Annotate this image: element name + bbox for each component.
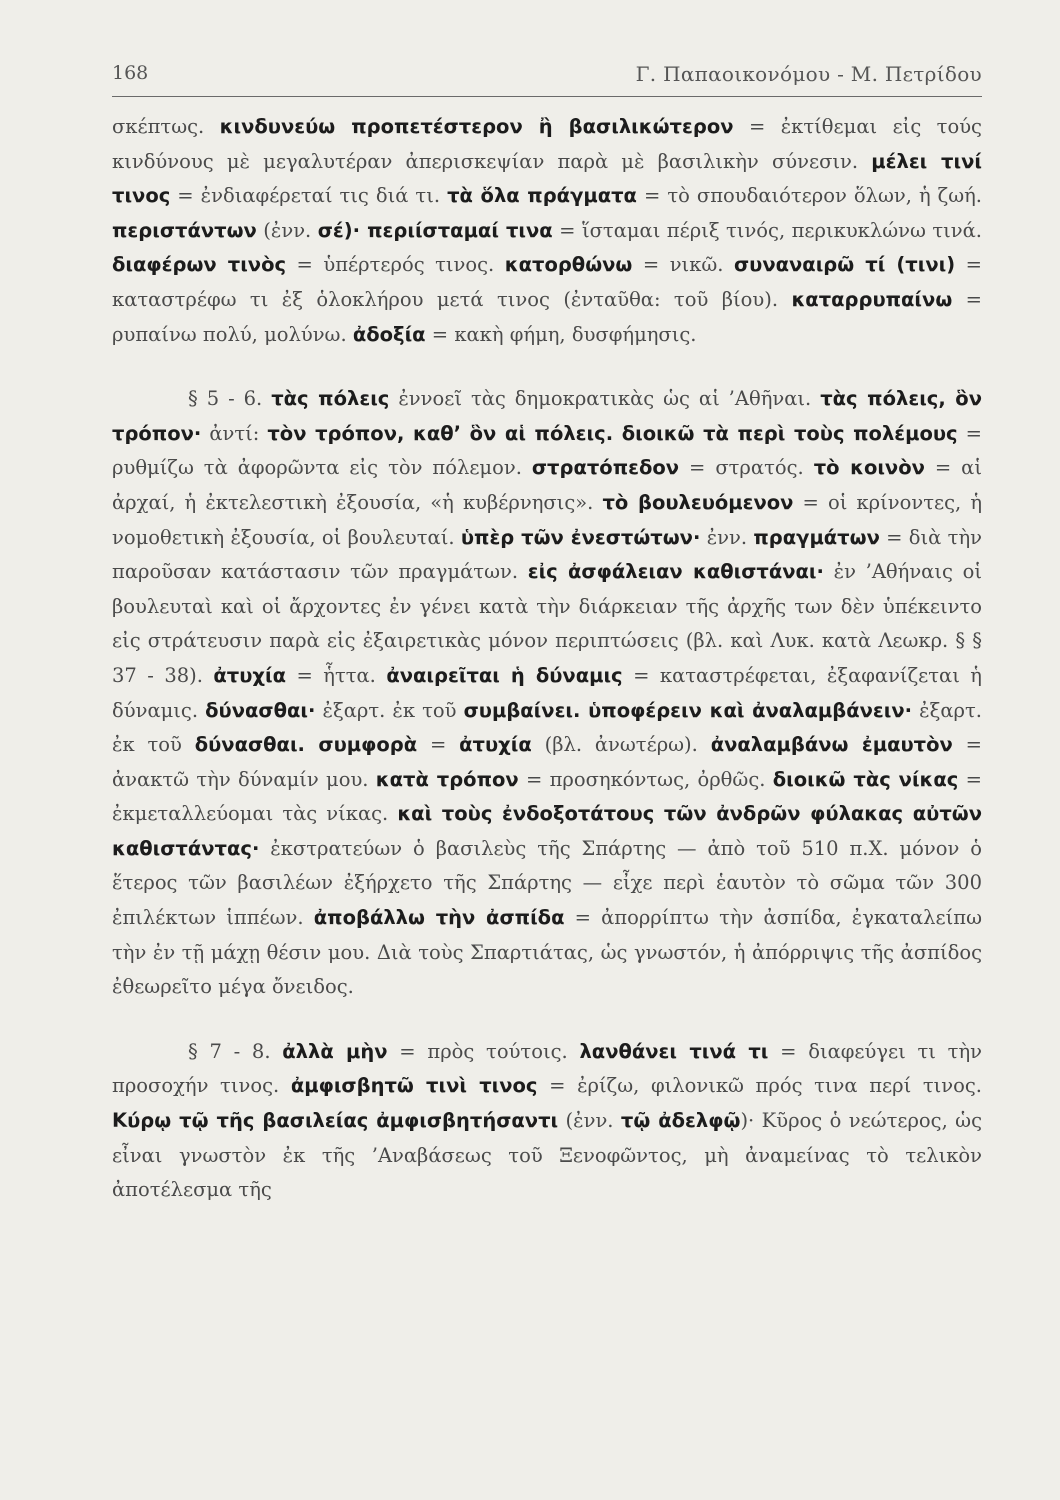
- gloss-text: (βλ. ἀνωτέρω).: [531, 733, 711, 757]
- gloss-text: = στρατός.: [679, 456, 814, 480]
- gloss-text: =: [417, 733, 460, 757]
- lemma-term: δύνασθαι. συμφορὰ: [194, 733, 418, 757]
- lemma-term: σέ)· περιίσταμαί τινα: [317, 218, 553, 242]
- lemma-term: τὰς πόλεις, ὃν τρόπον·: [112, 387, 982, 445]
- lemma-term: πραγμάτων: [753, 525, 880, 549]
- gloss-text: = ὑπέρτερός τινος.: [286, 253, 505, 277]
- gloss-text: = διὰ τὴν παροῦσαν κατάστασιν τῶν πραγμάτων.: [112, 525, 982, 584]
- gloss-text: ἀντί:: [201, 421, 268, 445]
- lemma-term: ἀναιρεῖται ἡ δύναμις: [386, 663, 623, 687]
- commentary-paragraph-2: [112, 382, 982, 1005]
- gloss-text: = ἀπορρίπτω τὴν ἀσπίδα, ἐγκαταλείπω τὴν ἐν τῇ μάχῃ θέσιν μου. Διὰ τοὺς Σπαρτιάτας, ὡς γνωστόν, ἡ ἀπόρριψις τῆς ἀσπίδος ἐθεωρεῖτο μέγα ὄνειδος.: [112, 906, 982, 999]
- lemma-term: λανθάνει τινά τι: [579, 1039, 769, 1063]
- gloss-text: § 7 - 8.: [188, 1039, 283, 1063]
- gloss-text: (ἐνν.: [558, 1109, 621, 1133]
- commentary-paragraph-3: [112, 1035, 982, 1208]
- lemma-term: κατὰ τρόπον: [375, 767, 519, 791]
- gloss-text: ἐννοεῖ τὰς δημοκρατικὰς ὡς αἱ ’Αθῆναι.: [389, 387, 821, 411]
- lemma-term: περιστάντων: [112, 218, 257, 242]
- lemma-term: τὸ κοινὸν: [813, 456, 925, 480]
- lemma-term: διοικῶ τὰς νίκας: [772, 767, 959, 791]
- gloss-text: = ρυθμίζω τὰ ἀφορῶντα εἰς τὸν πόλεμον.: [112, 421, 982, 480]
- lemma-term: κατορθώνω: [504, 253, 633, 277]
- gloss-text: = ἀνακτῶ τὴν δύναμίν μου.: [112, 733, 982, 791]
- lemma-term: ἀναλαμβάνω ἐμαυτὸν: [710, 733, 953, 757]
- commentary-paragraph-1: [112, 110, 982, 352]
- gloss-text: = διαφεύγει τι τὴν προσοχήν τινος.: [112, 1039, 982, 1098]
- lemma-term: κινδυνεύω προπετέστερον ἢ βασιλικώτερον: [219, 115, 734, 138]
- lemma-term: ἀλλὰ μὴν: [282, 1039, 388, 1063]
- gloss-text: ἐξαρτ. ἐκ τοῦ: [315, 698, 464, 722]
- lemma-term: τῷ ἀδελφῷ: [620, 1109, 741, 1133]
- lemma-term: διαφέρων τινὸς: [112, 253, 287, 277]
- gloss-text: )· Κῦρος ὁ νεώτερος, ὡς εἶναι γνωστὸν ἐκ τῆς ’Αναβάσεως τοῦ Ξενοφῶντος, μὴ ἀναμείνας τὸ τελικὸν ἀποτέλεσμα τῆς: [112, 1109, 982, 1202]
- lemma-term: ἀτυχία: [213, 663, 286, 687]
- lemma-term: τὸν τρόπον, καθ’ ὃν αἱ πόλεις. διοικῶ τὰ περὶ τοὺς πολέμους: [267, 421, 958, 445]
- gloss-text: = τὸ σπουδαιότερον ὅλων, ἡ ζωή.: [636, 184, 983, 208]
- lemma-term: συναναιρῶ τί (τινι): [733, 253, 956, 277]
- lemma-term: συμβαίνει. ὑποφέρειν καὶ ἀναλαμβάνειν·: [463, 698, 913, 722]
- gloss-text: = νικῶ.: [632, 253, 734, 277]
- gloss-text: = πρὸς τούτοις.: [387, 1039, 580, 1063]
- lemma-term: μέλει τινί τινος: [112, 149, 982, 208]
- running-head: Γ. Παπαοικονόμου - Μ. Πετρίδου: [635, 62, 982, 86]
- gloss-text: = ἵσταμαι πέριξ τινός, περικυκλώνω τινά.: [552, 218, 982, 242]
- lemma-term: ἀδοξία: [352, 322, 426, 346]
- gloss-text: § 5 - 6.: [188, 387, 272, 411]
- gloss-text: ἐν ’Αθήναις οἱ βουλευταὶ καὶ οἱ ἄρχοντες ἐν γένει κατὰ τὴν διάρκειαν τῆς ἀρχῆς των δὲν ὑπέκειντο εἰς στράτευσιν παρὰ εἰς ἐξαιρετικὰς μόνον περιπτώσεις (βλ. καὶ Λυκ. κατὰ Λεωκρ. § § 37 - 38).: [112, 560, 982, 687]
- gloss-text: = κακὴ φήμη, δυσφήμησις.: [425, 322, 697, 346]
- gloss-text: = ἐρίζω, φιλονικῶ πρός τινα περί τινος.: [537, 1074, 982, 1098]
- lemma-term: ὑπὲρ τῶν ἐνεστώτων·: [460, 525, 701, 549]
- gloss-text: = καταστρέφω τι ἐξ ὁλοκλήρου μετά τινος (ἐνταῦθα: τοῦ βίου).: [112, 253, 982, 311]
- commentary-body: [112, 110, 982, 1208]
- gloss-text: = ἐνδιαφέρεταί τις διά τι.: [170, 184, 448, 208]
- page-header: [112, 56, 982, 97]
- lemma-term: Κύρῳ τῷ τῆς βασιλείας ἀμφισβητήσαντι: [112, 1109, 559, 1133]
- lemma-term: εἰς ἀσφάλειαν καθιστάναι·: [527, 560, 824, 584]
- lemma-term: στρατόπεδον: [531, 456, 680, 480]
- gloss-text: ἐκστρατεύων ὁ βασιλεὺς τῆς Σπάρτης — ἀπὸ τοῦ 510 π.Χ. μόνον ὁ ἕτερος τῶν βασιλέων ἐξήρχετο τῆς Σπάρτης — εἶχε περὶ ἑαυτὸν τὸ σῶμα τῶν 300 ἐπιλέκτων ἱππέων.: [112, 836, 982, 930]
- page-number: 168: [112, 62, 149, 84]
- gloss-text: = καταστρέφεται, ἐξαφανίζεται ἡ δύναμις.: [112, 663, 982, 722]
- lemma-term: τὰς πόλεις: [271, 387, 390, 411]
- lemma-term: ἀμφισβητῶ τινὶ τινος: [290, 1074, 538, 1098]
- lemma-term: καταρρυπαίνω: [791, 287, 953, 311]
- lemma-term: τὸ βουλευόμενον: [602, 490, 794, 514]
- gloss-text: ἐξαρτ. ἐκ τοῦ: [112, 698, 982, 757]
- lemma-term: τὰ ὅλα πράγματα: [447, 184, 637, 208]
- lemma-term: δύνασθαι·: [205, 698, 316, 722]
- lemma-term: ἀτυχία: [459, 733, 532, 757]
- gloss-text: = ἧττα.: [286, 663, 387, 687]
- gloss-text: = ρυπαίνω πολύ, μολύνω.: [112, 287, 982, 346]
- gloss-text: = ἐκτίθεμαι εἰς τούς κινδύνους μὲ μεγαλυτέραν ἀπερισκεψίαν παρὰ μὲ βασιλικὴν σύνεσιν.: [112, 115, 982, 173]
- gloss-text: = προσηκόντως, ὀρθῶς.: [518, 767, 773, 791]
- gloss-text: = αἱ ἀρχαί, ἡ ἐκτελεστικὴ ἐξουσία, «ἡ κυβέρνησις».: [112, 456, 982, 514]
- gloss-text: = ἐκμεταλλεύομαι τὰς νίκας.: [112, 767, 982, 826]
- lemma-term: ἀποβάλλω τὴν ἀσπίδα: [313, 906, 565, 930]
- gloss-text: = οἱ κρίνοντες, ἡ νομοθετικὴ ἐξουσία, οἱ βουλευταί.: [112, 490, 982, 549]
- gloss-text: ἐνν.: [700, 525, 754, 549]
- gloss-text: σκέπτως.: [112, 115, 220, 138]
- gloss-text: (ἐνν.: [256, 218, 318, 242]
- lemma-term: καὶ τοὺς ἐνδοξοτάτους τῶν ἀνδρῶν φύλακας αὐτῶν καθιστάντας·: [112, 802, 983, 860]
